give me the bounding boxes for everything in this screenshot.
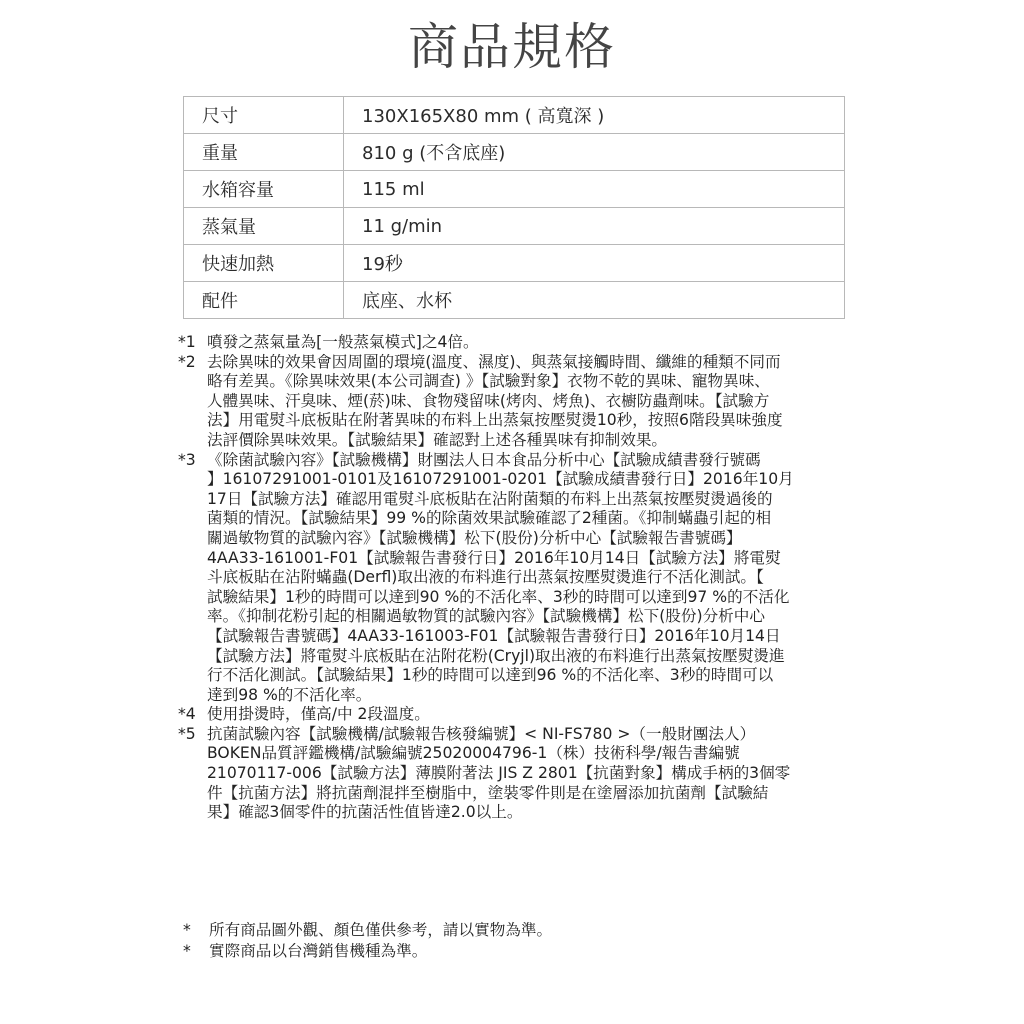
spec-row-size: [184, 97, 845, 134]
spec-row-heat-up: [184, 245, 845, 282]
footnote-marker: *2: [178, 352, 196, 371]
spec-value: 130X165X80 mm ( 高寬深 ): [344, 97, 845, 134]
spec-value: 底座、水杯: [344, 282, 845, 319]
disclaimer-marker: *: [183, 942, 191, 960]
disclaimer-text: 實際商品以台灣銷售機種為準。: [209, 942, 428, 960]
footnote-marker: *1: [178, 333, 196, 351]
footnote-text: 《除菌試驗內容》【試驗機構】財團法人日本食品分析中心【試驗成績書發行號碼 】16107291001-0101及16107291001-0201【試驗成績書發行日】2016年10月 17日【試驗方法】確認用電熨斗底板貼在沾附菌類的布料上出蒸氣按壓熨燙過後的 菌類的情況。【試驗結果】99 %的除菌效果試驗確認了2種菌。《抑制蟎蟲引起的相 關過敏物質的試驗內容》【試驗機構】松下(股份)分析中心【試驗報告書號碼】 4AA33-161001-F01【試驗報告書發行日】2016年10月14日【試驗方法】將電熨 斗底板貼在沾附蟎蟲(Derfl)取出液的布料進行出蒸氣按壓熨燙進行不活化測試。【 試驗結果】1秒的時間可以達到90 %的不活化率、3秒的時間可以達到97 %的不活化 率。《抑制花粉引起的相關過敏物質的試驗內容》【試驗機構】松下(股份)分析中心 【試驗報告書號碼】4AA33-161003-F01【試驗報告書發行日】2016年10月14日 【試驗方法】將電熨斗底板貼在沾附花粉(Cryjl)取出液的布料進行出蒸氣按壓熨燙進 行不活化測試。【試驗結果】1秒的時間可以達到96 %的不活化率、3秒的時間可以 達到98 %的不活化率。: [207, 450, 794, 704]
footnote-4: [178, 705, 850, 725]
footnote-text: 抗菌試驗內容【試驗機構/試驗報告核發編號】< NI-FS780 >（一般財團法人） BOKEN品質評鑑機構/試驗編號25020004796-1（株）技術科學/報告書編號 21070117-006【試驗方法】薄膜附著法 JIS Z 2801【抗菌對象】構成手柄的3個零 件【抗菌方法】將抗菌劑混拌至樹脂中，塗裝零件則是在塗層添加抗菌劑【試驗結 果】確認3個零件的抗菌活性值皆達2.0以上。: [207, 724, 791, 822]
footnote-marker: *5: [178, 724, 196, 743]
footnote-5: [178, 725, 850, 823]
spec-value: 11 g/min: [344, 208, 845, 245]
spec-row-accessories: [184, 282, 845, 319]
disclaimer-item: [178, 941, 850, 961]
spec-value: 115 ml: [344, 171, 845, 208]
spec-row-tank-capacity: [184, 171, 845, 208]
footnote-text: 噴發之蒸氣量為[一般蒸氣模式]之4倍。: [207, 333, 479, 351]
footnote-marker: *3: [178, 450, 196, 469]
footnote-marker: *4: [178, 705, 196, 724]
spec-label: 蒸氣量: [184, 208, 344, 245]
spec-value: 810 g (不含底座): [344, 134, 845, 171]
page-title: 商品規格: [408, 18, 616, 76]
footnote-1: [178, 333, 850, 353]
disclaimer-item: [178, 920, 850, 940]
spec-row-weight: [184, 134, 845, 171]
disclaimer: [178, 920, 850, 962]
spec-row-steam-output: [184, 208, 845, 245]
spec-label: 重量: [184, 134, 344, 171]
footnote-2: [178, 353, 850, 451]
disclaimer-marker: *: [183, 921, 191, 939]
footnote-text: 使用掛燙時，僅高/中 2段溫度。: [207, 705, 430, 724]
spec-label: 水箱容量: [184, 171, 344, 208]
spec-value: 19秒: [344, 245, 845, 282]
spec-label: 快速加熱: [184, 245, 344, 282]
spec-label: 配件: [184, 282, 344, 319]
spec-table: [183, 96, 845, 319]
footnotes: [178, 333, 850, 823]
spec-label: 尺寸: [184, 97, 344, 134]
footnote-3: [178, 451, 850, 706]
disclaimer-text: 所有商品圖外觀、顏色僅供參考，請以實物為準。: [209, 921, 553, 939]
footnote-text: 去除異味的效果會因周圍的環境(溫度、濕度)、與蒸氣接觸時間、纖維的種類不同而 略有差異。《除異味效果(本公司調查) 》【試驗對象】衣物不乾的異味、寵物異味、 人體異味、汗臭味、煙(菸)味、食物殘留味(烤肉、烤魚)、衣櫥防蟲劑味。【試驗方 法】用電熨斗底板貼在附著異味的布料上出蒸氣按壓熨燙10秒，按照6階段異味強度 法評價除異味效果。【試驗結果】確認對上述各種異味有抑制效果。: [207, 352, 783, 449]
